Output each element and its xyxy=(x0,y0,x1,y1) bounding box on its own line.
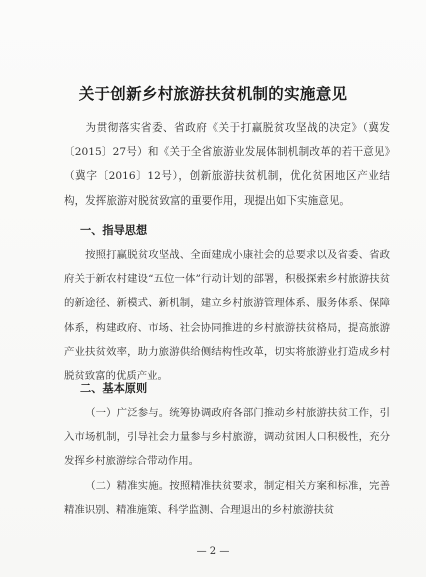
section-1-paragraph xyxy=(64,243,390,388)
page-number: — 2 — xyxy=(196,546,230,557)
section-2-text-2: （二）精准实施。按照精准扶贫要求，制定相关方案和标准，完善精准识别、精准施策、科学监测、合理退出的乡村旅游扶贫 xyxy=(64,480,390,517)
section-2-text-1: （一）广泛参与。统筹协调政府各部门推动乡村旅游扶贫工作，引入市场机制，引导社会力量参与乡村旅游，调动贫困人口积极性，充分发挥乡村旅游综合带动作用。 xyxy=(64,407,390,468)
section-heading-guiding-ideology: 一、指导思想 xyxy=(80,223,148,237)
intro-text: 为贯彻落实省委、省政府《关于打赢脱贫攻坚战的决定》（冀发〔2015〕27号）和《关于全省旅游业发展体制机制改革的若干意见》（冀字〔2016〕12号），创新旅游扶贫机制，优化贫困地区产业结构，发挥旅游对脱贫致富的重要作用，现提出如下实施意见。 xyxy=(64,122,390,207)
section-1-text: 按照打赢脱贫攻坚战、全面建成小康社会的总要求以及省委、省政府关于新农村建设“五位一体”行动计划的部署，积极探索乡村旅游扶贫的新途径、新模式、新机制，建立乡村旅游管理体系、服务体系、保障体系，构建政府、市场、社会协同推进的乡村旅游扶贫格局，提高旅游产业扶贫效率，助力旅游供给侧结构性改革，切实将旅游业打造成乡村脱贫致富的优质产业。 xyxy=(64,249,390,383)
intro-paragraph xyxy=(64,116,390,213)
section-2-paragraph-2 xyxy=(64,474,390,522)
section-2-paragraph-1 xyxy=(64,401,390,474)
document-title: 关于创新乡村旅游扶贫机制的实施意见 xyxy=(78,84,348,103)
section-heading-basic-principles: 二、基本原则 xyxy=(80,381,148,395)
